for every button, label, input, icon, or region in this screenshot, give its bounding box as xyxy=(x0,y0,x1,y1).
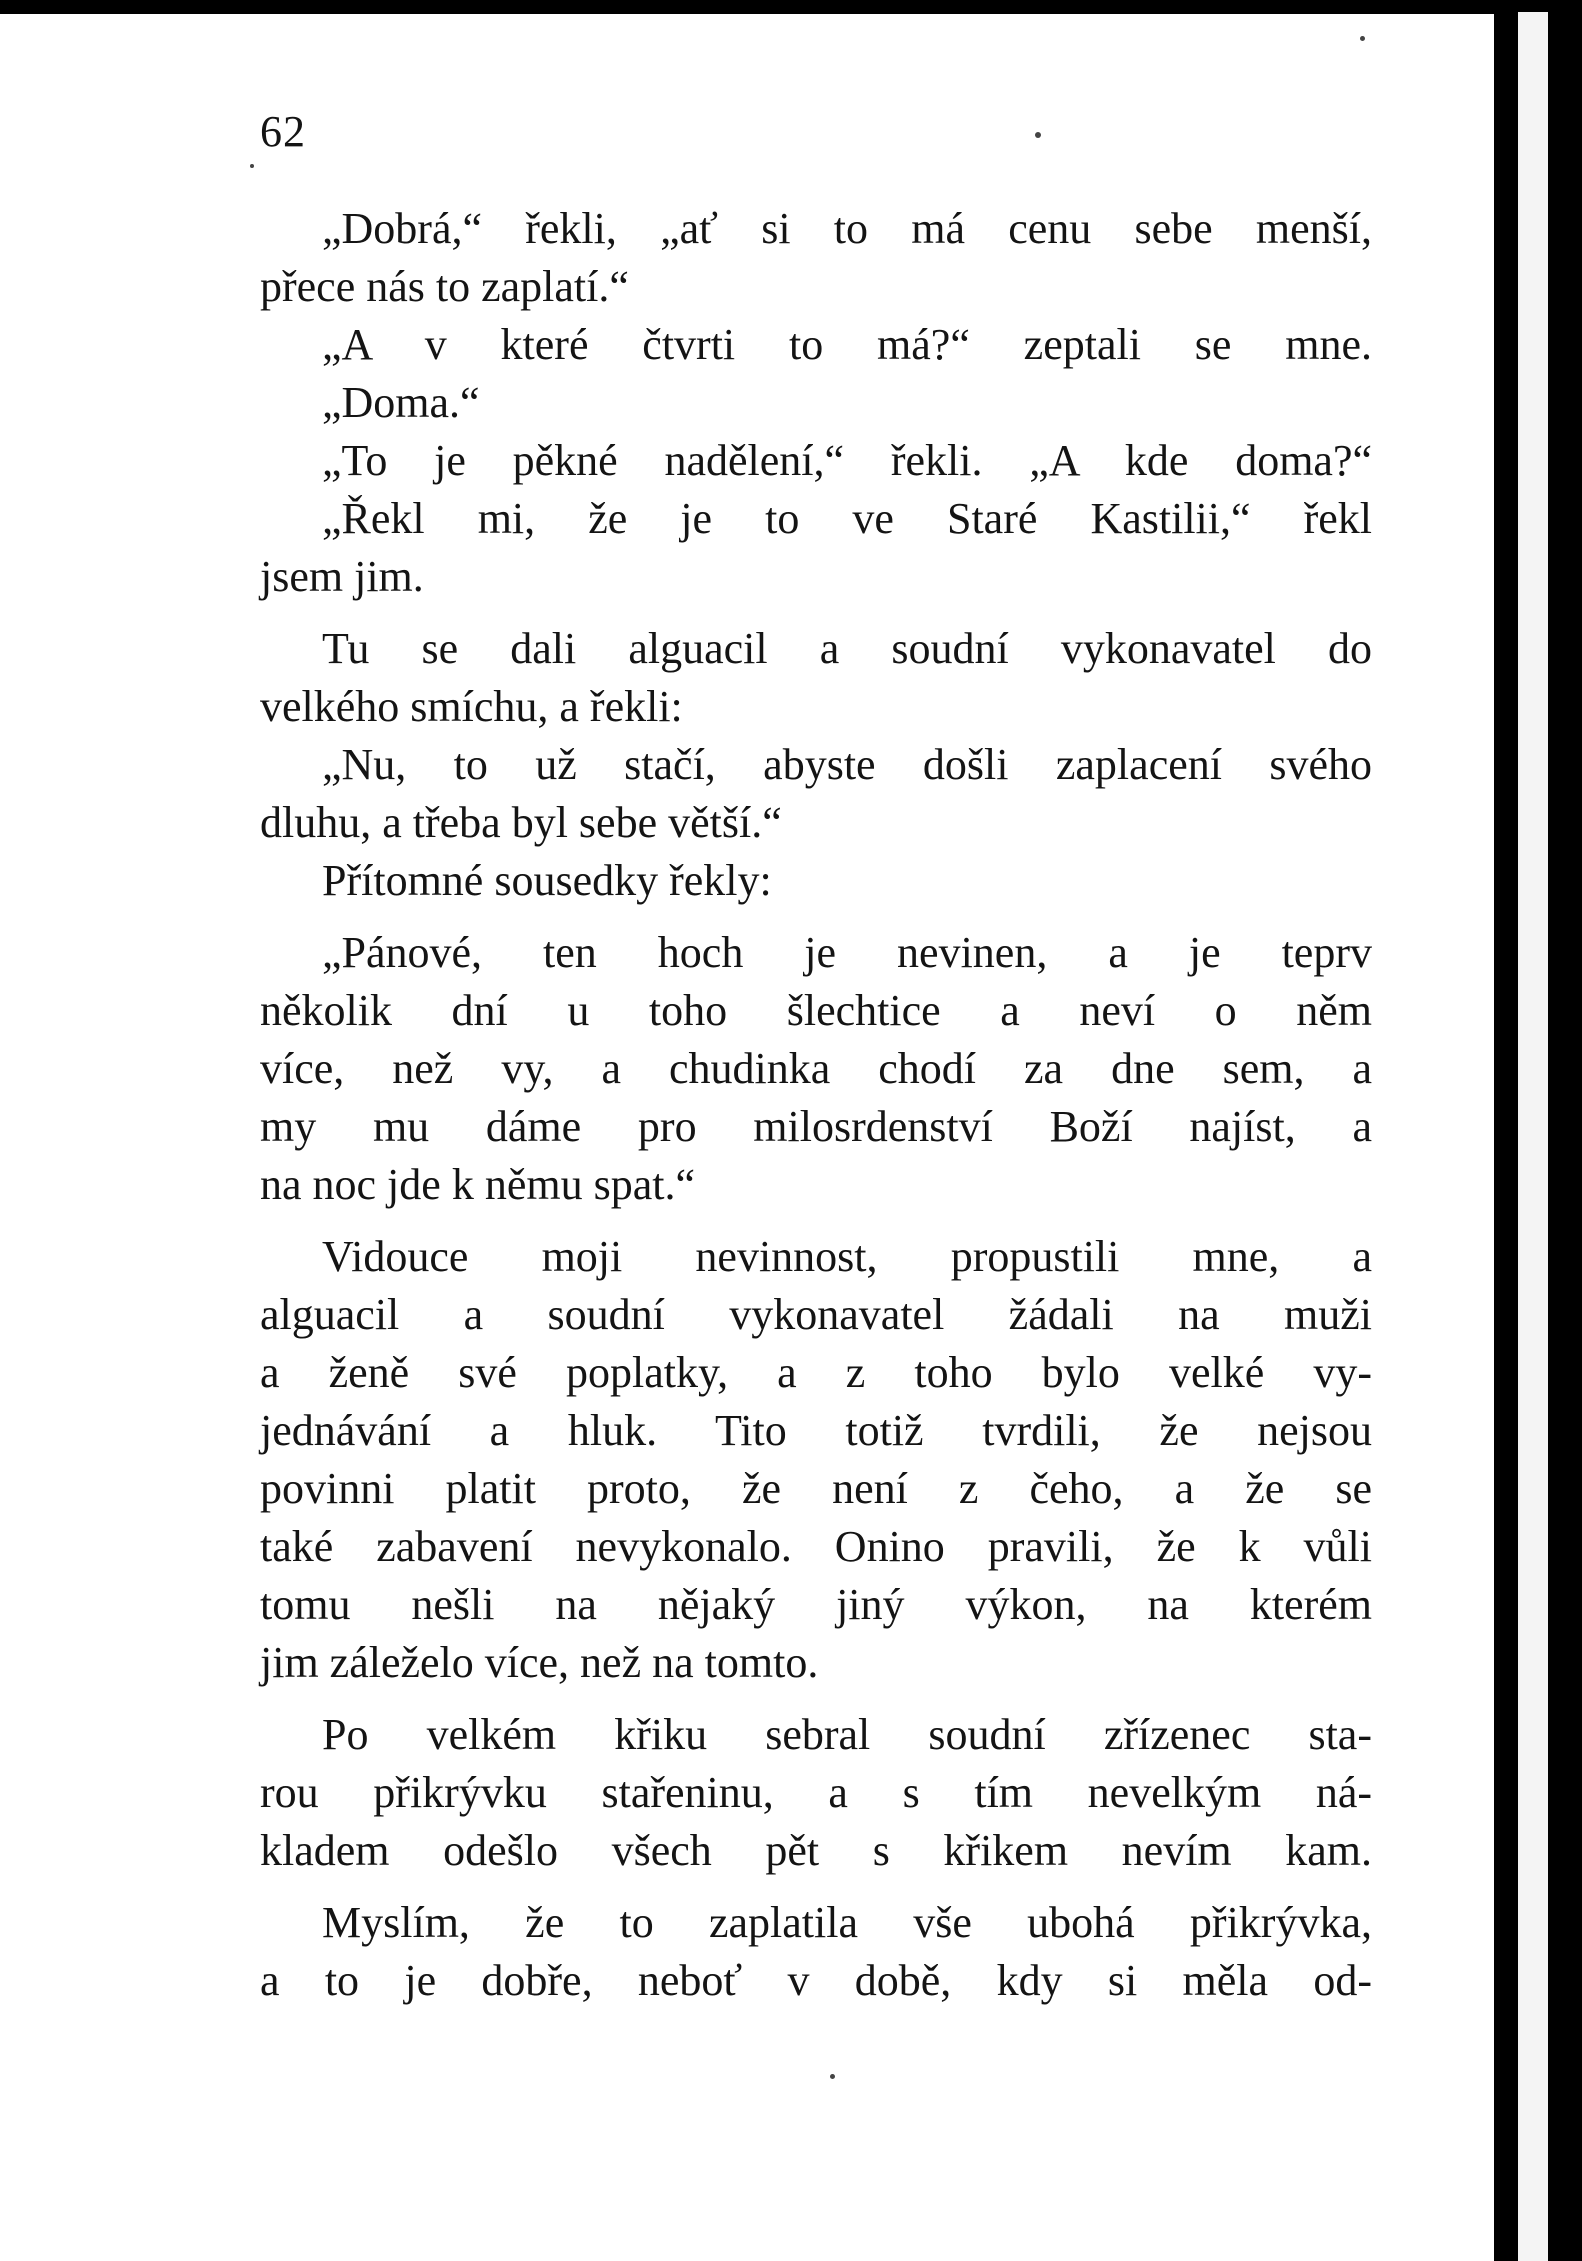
text-line: povinni platit proto, že není z čeho, a že se xyxy=(260,1464,1372,1513)
text-line: a ženě své poplatky, a z toho bylo velké vy- xyxy=(260,1348,1372,1397)
text-line: na noc jde k němu spat.“ xyxy=(260,1160,695,1209)
text-line: několik dní u toho šlechtice a neví o něm xyxy=(260,986,1372,1035)
text-line: alguacil a soudní vykonavatel žádali na muži xyxy=(260,1290,1372,1339)
text-line: „Pánové, ten hoch je nevinen, a je teprv xyxy=(322,928,1372,977)
text-line: „Řekl mi, že je to ve Staré Kastilii,“ řekl xyxy=(322,494,1372,543)
page-number: 62 xyxy=(260,107,306,156)
page-text xyxy=(260,200,1372,2010)
book-page xyxy=(0,14,1494,2261)
text-line: Po velkém křiku sebral soudní zřízenec sta- xyxy=(322,1710,1372,1759)
text-line: jednávání a hluk. Tito totiž tvrdili, že nejsou xyxy=(260,1406,1372,1455)
text-line: jsem jim. xyxy=(260,552,424,601)
text-line: tomu nešli na nějaký jiný výkon, na kterém xyxy=(260,1580,1372,1629)
text-line: Myslím, že to zaplatila vše ubohá přikrývka, xyxy=(322,1898,1372,1947)
text-line: „Doma.“ xyxy=(322,378,480,427)
dust-speck xyxy=(1035,132,1041,138)
text-line: kladem odešlo všech pět s křikem nevím kam. xyxy=(260,1826,1372,1875)
text-line: „A v které čtvrti to má?“ zeptali se mne. xyxy=(322,320,1372,369)
text-line: také zabavení nevykonalo. Onino pravili, že k vůli xyxy=(260,1522,1372,1571)
text-line: „To je pěkné nadělení,“ řekli. „A kde doma?“ xyxy=(322,436,1372,485)
text-line: více, než vy, a chudinka chodí za dne sem, a xyxy=(260,1044,1372,1093)
text-line: velkého smíchu, a řekli: xyxy=(260,682,683,731)
text-line: Vidouce moji nevinnost, propustili mne, a xyxy=(322,1232,1372,1281)
text-line: dluhu, a třeba byl sebe větší.“ xyxy=(260,798,782,847)
scan-right-border xyxy=(1494,0,1582,2261)
text-line: a to je dobře, neboť v době, kdy si měla od- xyxy=(260,1956,1372,2005)
text-line: my mu dáme pro milosrdenství Boží najíst, a xyxy=(260,1102,1372,1151)
text-line: Přítomné sousedky řekly: xyxy=(322,856,772,905)
text-line: přece nás to zaplatí.“ xyxy=(260,262,629,311)
text-line: „Dobrá,“ řekli, „ať si to má cenu sebe menší, xyxy=(322,204,1372,253)
dust-speck xyxy=(1360,36,1365,41)
scan-right-border-strip xyxy=(1518,12,1548,2261)
dust-speck xyxy=(830,2074,835,2079)
text-line: „Nu, to už stačí, abyste došli zaplacení svého xyxy=(322,740,1372,789)
text-line: rou přikrývku stařeninu, a s tím nevelkým ná- xyxy=(260,1768,1372,1817)
text-line: Tu se dali alguacil a soudní vykonavatel do xyxy=(322,624,1372,673)
dust-speck xyxy=(250,164,254,168)
scan-top-border xyxy=(0,0,1582,14)
text-line: jim záleželo více, než na tomto. xyxy=(260,1638,819,1687)
